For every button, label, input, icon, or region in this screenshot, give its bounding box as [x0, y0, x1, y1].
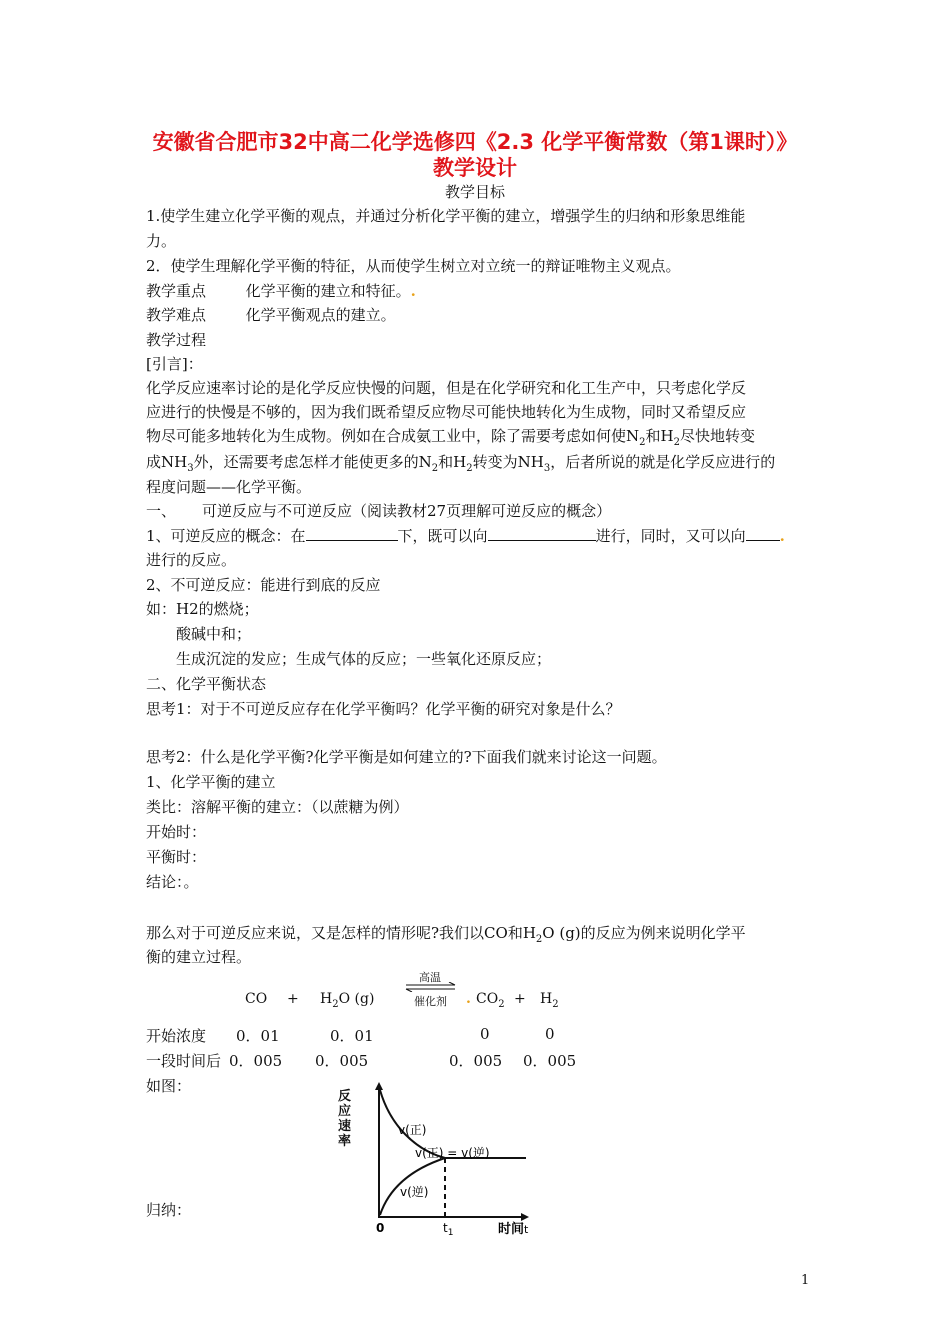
subsection-1: 1、化学平衡的建立	[146, 773, 276, 791]
reverse-rate-label: v(逆)	[400, 1185, 429, 1199]
eq-co: CO	[245, 991, 268, 1007]
origin-label: 0	[376, 1221, 385, 1235]
eq-plus-1: +	[287, 991, 299, 1007]
eq-h2: $H_2$	[540, 991, 559, 1010]
forward-rate-label: v(正)	[398, 1123, 427, 1137]
summary: 归纳：	[146, 1201, 192, 1219]
svg-text:反: 反	[338, 1089, 352, 1104]
conc-cell: 0．01	[330, 1027, 374, 1045]
as-shown: 如图：	[146, 1077, 192, 1095]
intro-label: [引言]：	[146, 355, 203, 373]
intro-line-3: 物尽可能多地转化为生成物。例如在合成氨工业中，除了需要考虑如何使$N_2$和$H_2$尽快地转变	[146, 427, 756, 448]
document-title: 安徽省合肥市32中高二化学选修四《2.3 化学平衡常数（第1课时）》	[152, 130, 798, 154]
section-2-heading: 二、化学平衡状态	[146, 675, 267, 693]
at-start: 开始时：	[146, 823, 207, 841]
process-heading: 教学过程	[146, 331, 207, 349]
conclusion: 结论：。	[146, 873, 199, 891]
example-1: 如：H2的燃烧；	[146, 600, 259, 618]
intro-line-4: 成$NH_3$外，还需要考虑怎样才能使更多的$N_2$和$H_2$转变为$NH_3$，后者所说的就是化学反应进行的	[146, 453, 776, 474]
conc-cell: 0．005	[523, 1052, 577, 1070]
analogy: 类比：溶解平衡的建立：（以蔗糖为例）	[146, 798, 409, 816]
equilibrium-arrow-icon	[404, 982, 458, 992]
eq-condition-top: 高温	[419, 971, 441, 984]
eq-condition-bottom: 催化剂	[414, 995, 447, 1008]
teaching-objectives-heading: 教学目标	[444, 183, 505, 201]
eq-plus-2: +	[514, 991, 526, 1007]
objective-2: 2．使学生理解化学平衡的特征，从而使学生树立对立统一的辩证唯物主义观点。	[146, 257, 681, 275]
irreversible-definition: 2、不可逆反应：能进行到底的反应	[146, 576, 381, 594]
conc-cell: 0．005	[229, 1052, 283, 1070]
reversible-definition: 1、可逆反应的概念：在 下，既可以向 进行，同时，又可以向 .	[146, 527, 785, 545]
document-page: 安徽省合肥市32中高二化学选修四《2.3 化学平衡常数（第1课时）》 教学设计 教学目标 1.使学生建立化学平衡的观点，并通过分析化学平衡的建立，增强学生的归纳和形象思维能 力。 2．使学生理解化学平衡的特征，从而使学生树立对立统一的辩证唯物主义观点。 教学重点 化学平衡的建立和特征。. 教学难点 化学平衡观点的建立。 教学过程 [引言]： 化学反应速率讨论的是化学反应快慢的问题，但是在化学研究和化工生产中，只考虑化学反 应进行的快慢是不够的，因为我们既希望反应物尽可能快地转化为生成物，同时又希望反应 物尽可能多地转化为生成物。例如在合成氨工业中，除了需要考虑如何使$N_2$和$H_2$尽快地转变 成$NH_3$外，还需要考虑怎样才能使更多的$N_2$和$H_2$转变为$NH_3$，后者所说的就是化学反应进行的 程度问题——化学平衡。 一、 可逆反应与不可逆反应（阅读教材27页理解可逆反应的概念） 1、可逆反应的概念：在 下，既可以向 进行，同时，又可以向 . 进行的反应。 2、不可逆反应：能进行到底的反应 如：H2的燃烧； 酸碱中和； 生成沉淀的发应；生成气体的反应；一些氧化还原反应； 二、化学平衡状态 思考1：对于不可逆反应存在化学平衡吗？化学平衡的研究对象是什么？ 思考2：什么是化学平衡?化学平衡是如何建立的?下面我们就来讨论这一问题。 1、化学平衡的建立 类比：溶解平衡的建立：（以蔗糖为例） 开始时： 平衡时： 结论：。 那么对于可逆反应来说，又是怎样的情形呢?我们以CO和$H_2O$ (g)的反应为例来说明化学平 衡的建立过程。 CO + $H_2O$ (g) 高温 催化剂 . $CO_2$ + $H_2$ 开始浓度 0．01 0．01 0 0 一段时间后 0．005 0．005 0．005 0．005 如图： 归纳： 反 应 速 率 v(正) v(逆) v(正) = v(逆) 0 $t_1$ 时间t 1	[0, 0, 950, 1344]
key-point-label: 教学重点	[146, 282, 207, 300]
equal-rate-label: v(正) = v(逆)	[415, 1146, 490, 1160]
difficulty	[146, 304, 396, 325]
think-1: 思考1：对于不可逆反应存在化学平衡吗？化学平衡的研究对象是什么？	[146, 700, 621, 718]
conc-row-later-label: 一段时间后	[146, 1052, 222, 1070]
blank-direction-2[interactable]	[746, 526, 780, 541]
example-2: 酸碱中和；	[176, 625, 252, 643]
conc-cell: 0	[480, 1025, 490, 1043]
page-number: 1	[801, 1273, 810, 1288]
key-point-text: 化学平衡的建立和特征。	[245, 282, 411, 300]
conc-cell: 0．005	[315, 1052, 369, 1070]
eq-h2o: $H_2O$ (g)	[320, 991, 375, 1010]
reversible-question: 那么对于可逆反应来说，又是怎样的情形呢?我们以CO和$H_2O$ (g)的反应为例来说明化学平	[146, 924, 746, 945]
svg-text:速: 速	[338, 1119, 352, 1134]
conc-cell: 0．01	[236, 1027, 280, 1045]
t1-label: $t_1$	[443, 1221, 454, 1238]
x-axis-arrow-icon	[521, 1213, 529, 1221]
graph-y-label	[338, 1088, 351, 1149]
y-axis-arrow-icon	[375, 1082, 383, 1090]
intro-line-1: 化学反应速率讨论的是化学反应快慢的问题，但是在化学研究和化工生产中，只考虑化学反	[146, 379, 747, 397]
at-equilibrium: 平衡时：	[146, 848, 207, 866]
document-title-line2: 教学设计	[433, 156, 517, 180]
eq-co2: $CO_2$	[476, 991, 505, 1010]
objective-1: 1.使学生建立化学平衡的观点，并通过分析化学平衡的建立，增强学生的归纳和形象思维能	[146, 207, 746, 225]
conc-row-start-label: 开始浓度	[146, 1027, 207, 1045]
svg-text:应: 应	[338, 1104, 352, 1119]
objective-1-cont: 力。	[146, 232, 177, 250]
rate-time-graph	[330, 1080, 550, 1240]
blank-direction-1[interactable]	[488, 526, 596, 541]
reversible-definition-cont: 进行的反应。	[146, 551, 237, 569]
conc-cell: 0．005	[449, 1052, 503, 1070]
blank-condition[interactable]	[306, 526, 398, 541]
section-1-heading: 一、 可逆反应与不可逆反应（阅读教材27页理解可逆反应的概念）	[146, 502, 612, 520]
intro-line-5: 程度问题——化学平衡。	[146, 478, 312, 496]
think-2: 思考2：什么是化学平衡?化学平衡是如何建立的?下面我们就来讨论这一问题。	[146, 748, 667, 766]
example-3: 生成沉淀的发应；生成气体的反应；一些氧化还原反应；	[176, 650, 552, 668]
x-axis-label: 时间t	[498, 1222, 529, 1237]
difficulty-text: 化学平衡观点的建立。	[245, 306, 396, 324]
reversible-question-cont: 衡的建立过程。	[146, 948, 252, 966]
key-point: 教学重点 化学平衡的建立和特征。.	[146, 282, 416, 300]
conc-cell: 0	[545, 1025, 555, 1043]
intro-line-2: 应进行的快慢是不够的，因为我们既希望反应物尽可能快地转化为生成物，同时又希望反应	[146, 403, 747, 421]
difficulty-label: 教学难点	[146, 306, 207, 324]
svg-text:率: 率	[338, 1134, 352, 1149]
